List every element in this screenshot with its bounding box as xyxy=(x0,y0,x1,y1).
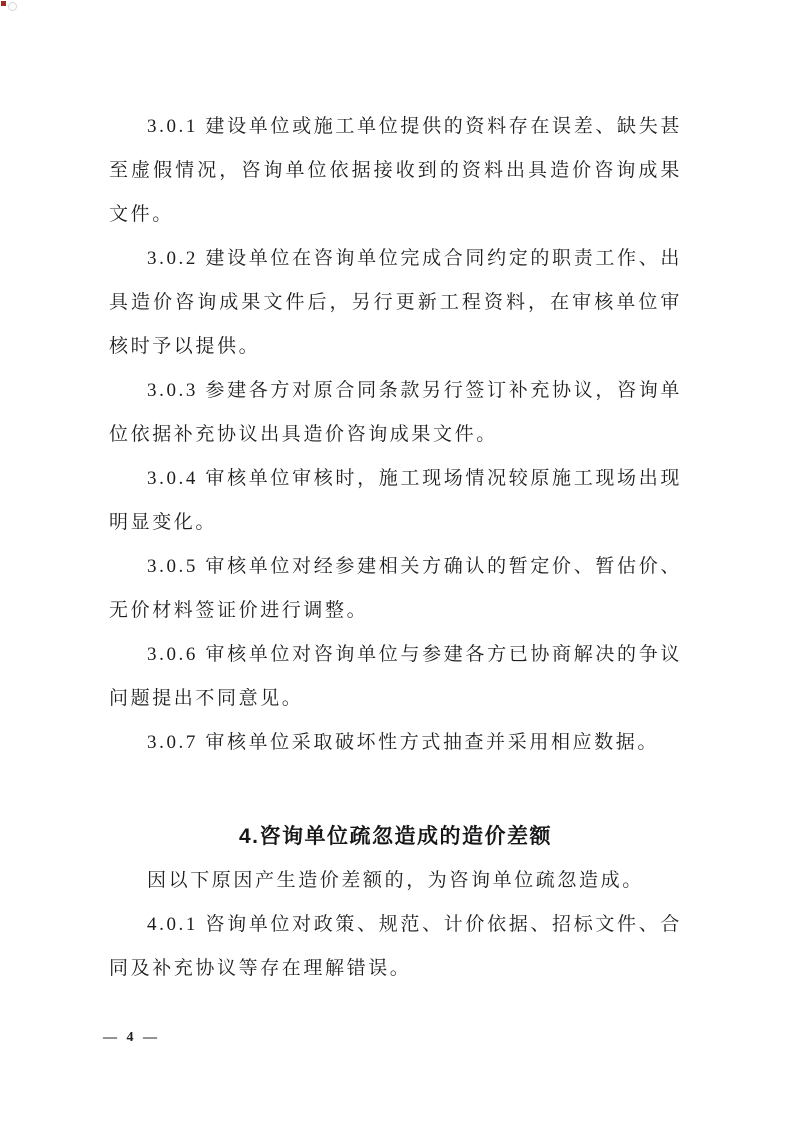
paragraph-3-0-1: 3.0.1 建设单位或施工单位提供的资料存在误差、缺失甚至虚假情况，咨询单位依据接收到的资料出具造价咨询成果文件。 xyxy=(109,116,682,225)
paragraph-3-0-5: 3.0.5 审核单位对经参建相关方确认的暂定价、暂估价、无价材料签证价进行调整。 xyxy=(109,556,682,621)
page-number: — 4 — xyxy=(103,1030,160,1045)
paragraph-3-0-4: 3.0.4 审核单位审核时，施工现场情况较原施工现场出现明显变化。 xyxy=(109,468,682,533)
section-4-intro: 因以下原因产生造价差额的，为咨询单位疏忽造成。 xyxy=(147,870,644,891)
paragraph-4-0-1: 4.0.1 咨询单位对政策、规范、计价依据、招标文件、合同及补充协议等存在理解错误。 xyxy=(109,914,682,979)
paragraph-3-0-7: 3.0.7 审核单位采取破坏性方式抽查并采用相应数据。 xyxy=(147,732,659,753)
paragraph-3-0-6: 3.0.6 审核单位对咨询单位与参建各方已协商解决的争议问题提出不同意见。 xyxy=(109,644,682,709)
corner-stamp-mark xyxy=(1,1,17,11)
paragraph-3-0-2: 3.0.2 建设单位在咨询单位完成合同约定的职责工作、出具造价咨询成果文件后，另行更新工程资料，在审核单位审核时予以提供。 xyxy=(109,248,682,357)
faint-circle-icon xyxy=(8,2,17,11)
document-body xyxy=(109,105,682,991)
red-square-icon xyxy=(1,1,6,6)
paragraph-3-0-3: 3.0.3 参建各方对原合同条款另行签订补充协议，咨询单位依据补充协议出具造价咨询成果文件。 xyxy=(109,380,682,445)
section-4-heading: 4.咨询单位疏忽造成的造价差额 xyxy=(238,825,552,848)
